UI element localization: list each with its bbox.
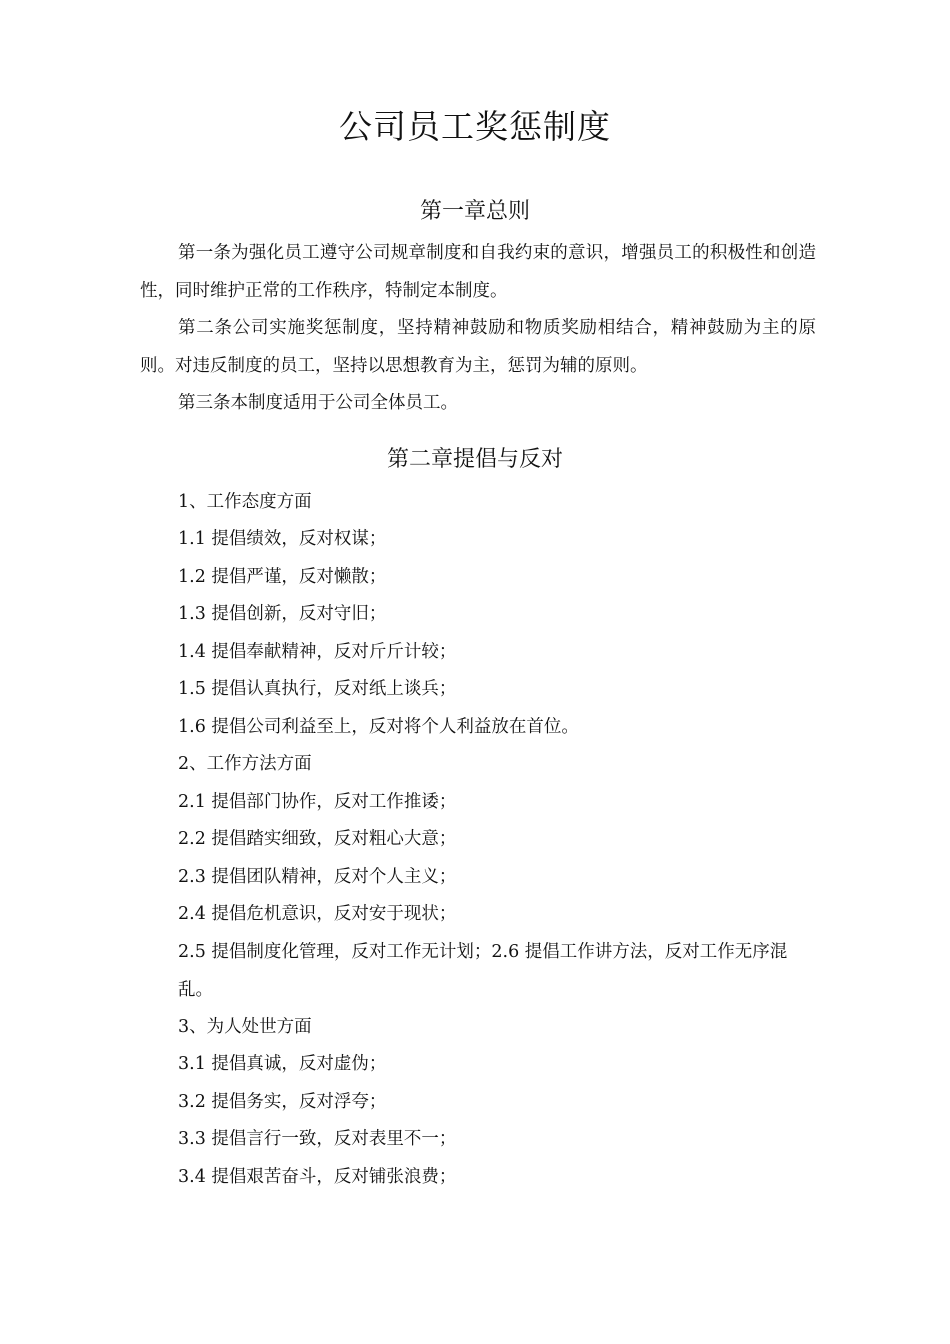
article-2: 第二条公司实施奖惩制度，坚持精神鼓励和物质奖励相结合，精神鼓励为主的原则。对违反制度的员工，坚持以思想教育为主，惩罚为辅的原则。 (140, 318, 816, 376)
list-item: 1.1 提倡绩效，反对权谋； (178, 529, 387, 549)
section-heading-work-method: 2、工作方法方面 (178, 754, 312, 774)
article-1: 第一条为强化员工遵守公司规章制度和自我约束的意识，增强员工的积极性和创造性，同时维护正常的工作秩序，特制定本制度。 (140, 243, 816, 301)
section-heading-work-attitude: 1、工作态度方面 (178, 492, 312, 512)
list-item: 2.1 提倡部门协作，反对工作推诿； (178, 792, 457, 812)
list-item: 3.1 提倡真诚，反对虚伪； (178, 1054, 387, 1074)
list-item: 3.4 提倡艰苦奋斗，反对铺张浪费； (178, 1167, 457, 1187)
chapter-1-heading: 第一章总则 (419, 199, 530, 224)
list-item: 1.3 提倡创新，反对守旧； (178, 604, 387, 624)
chapter-2-heading: 第二章提倡与反对 (386, 447, 563, 472)
list-item: 2.5 提倡制度化管理，反对工作无计划；2.6 提倡工作讲方法，反对工作无序混乱。 (178, 942, 788, 1000)
list-item: 2.4 提倡危机意识，反对安于现状； (178, 904, 457, 924)
list-item: 3.2 提倡务实，反对浮夸； (178, 1092, 387, 1112)
list-item: 2.2 提倡踏实细致，反对粗心大意； (178, 829, 457, 849)
list-item: 1.5 提倡认真执行，反对纸上谈兵； (178, 679, 457, 699)
list-item: 1.4 提倡奉献精神，反对斤斤计较； (178, 642, 457, 662)
article-3: 第三条本制度适用于公司全体员工。 (178, 393, 458, 413)
list-item: 1.2 提倡严谨，反对懒散； (178, 567, 387, 587)
list-item: 2.3 提倡团队精神，反对个人主义； (178, 867, 457, 887)
list-item: 1.6 提倡公司利益至上，反对将个人利益放在首位。 (178, 717, 579, 737)
document-title: 公司员工奖惩制度 (339, 107, 611, 146)
list-item: 3.3 提倡言行一致，反对表里不一； (178, 1129, 457, 1149)
section-heading-conduct: 3、为人处世方面 (178, 1017, 312, 1037)
